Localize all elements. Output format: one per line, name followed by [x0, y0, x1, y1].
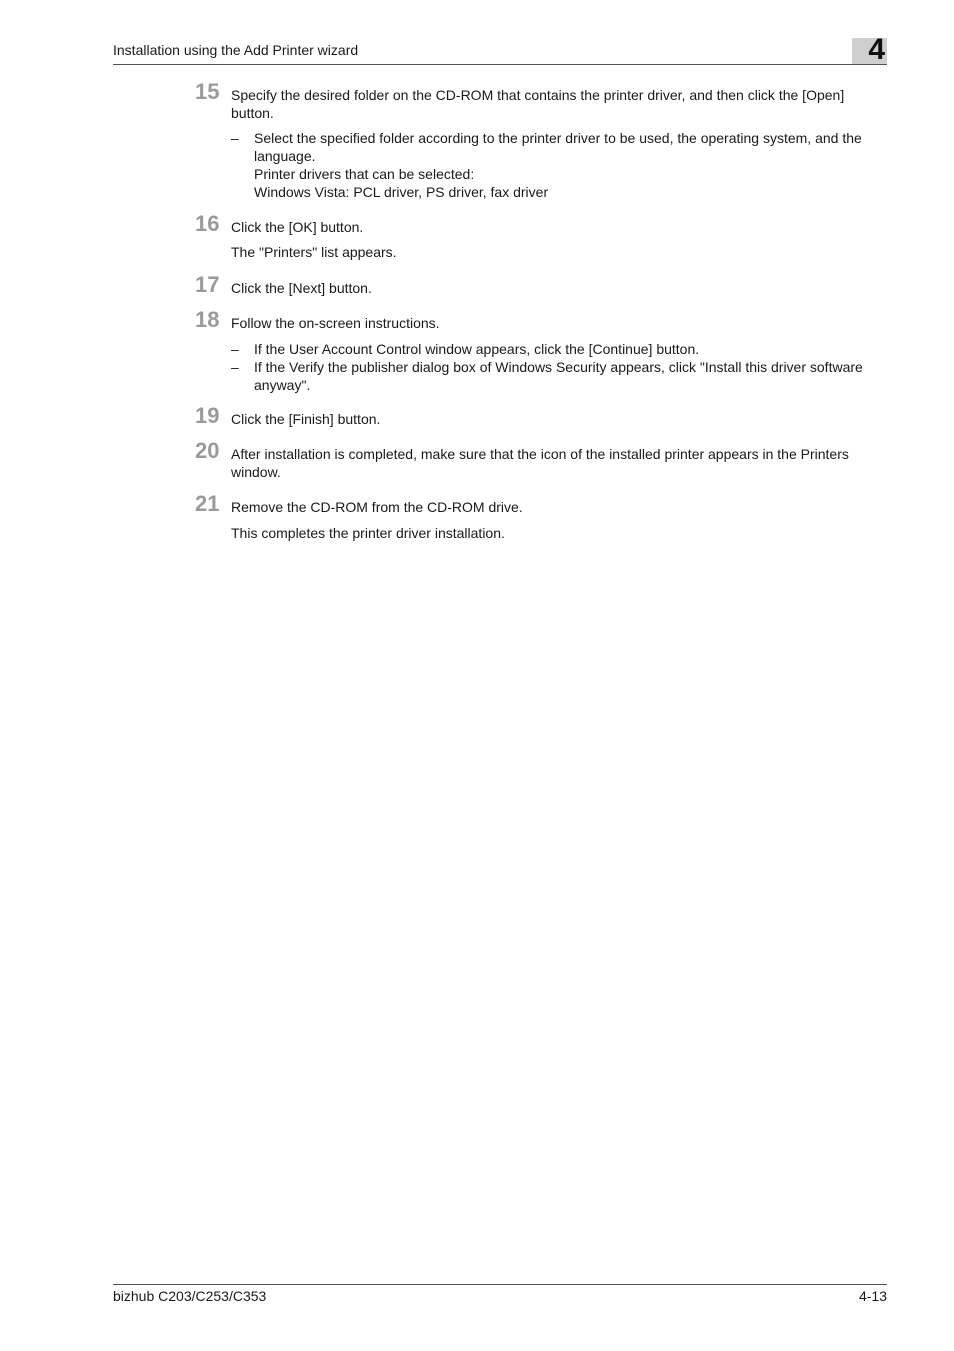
step-instruction: Remove the CD-ROM from the CD-ROM drive. [231, 499, 523, 515]
page-footer [113, 1284, 887, 1304]
page-number: 4-13 [858, 1288, 887, 1304]
step-number: 19 [195, 403, 220, 428]
chapter-tab [852, 33, 887, 66]
step-result: This completes the printer driver installation. [231, 525, 505, 541]
note-text: Select the specified folder according to the printer driver to be used, the operating system, and the language. [254, 130, 862, 164]
note-item [231, 340, 887, 358]
page-header [113, 40, 887, 65]
dash-marker: – [231, 359, 239, 375]
note-text: Windows Vista: PCL driver, PS driver, fax driver [254, 184, 549, 200]
step-number: 20 [195, 438, 220, 463]
step-instruction: Click the [Next] button. [231, 280, 372, 296]
step-notes [231, 129, 887, 201]
step-number: 21 [195, 491, 220, 516]
dash-marker: – [231, 341, 239, 357]
dash-marker: – [231, 130, 239, 146]
header-title: Installation using the Add Printer wizard [113, 42, 359, 58]
step-number: 16 [195, 211, 220, 236]
step-number: 15 [195, 79, 220, 104]
step-number: 18 [195, 307, 220, 332]
note-text: Printer drivers that can be selected: [254, 166, 475, 182]
step-instruction: Specify the desired folder on the CD-ROM that contains the printer driver, and then click the [Open] button. [231, 87, 845, 121]
product-name: bizhub C203/C253/C353 [113, 1288, 267, 1304]
note-text: If the Verify the publisher dialog box of Windows Security appears, click "Install this driver software anyway". [254, 359, 863, 393]
note-text: If the User Account Control window appears, click the [Continue] button. [254, 341, 700, 357]
chapter-number: 4 [868, 33, 885, 66]
step-notes [231, 340, 887, 394]
step-instruction: Follow the on-screen instructions. [231, 315, 440, 331]
step-instruction: After installation is completed, make sure that the icon of the installed printer appears in the Printers window. [231, 446, 849, 480]
note-item [231, 358, 887, 394]
step-instruction: Click the [OK] button. [231, 219, 364, 235]
note-item [231, 129, 887, 201]
step-result: The "Printers" list appears. [231, 244, 397, 260]
step-instruction: Click the [Finish] button. [231, 411, 381, 427]
step-number: 17 [195, 272, 220, 297]
